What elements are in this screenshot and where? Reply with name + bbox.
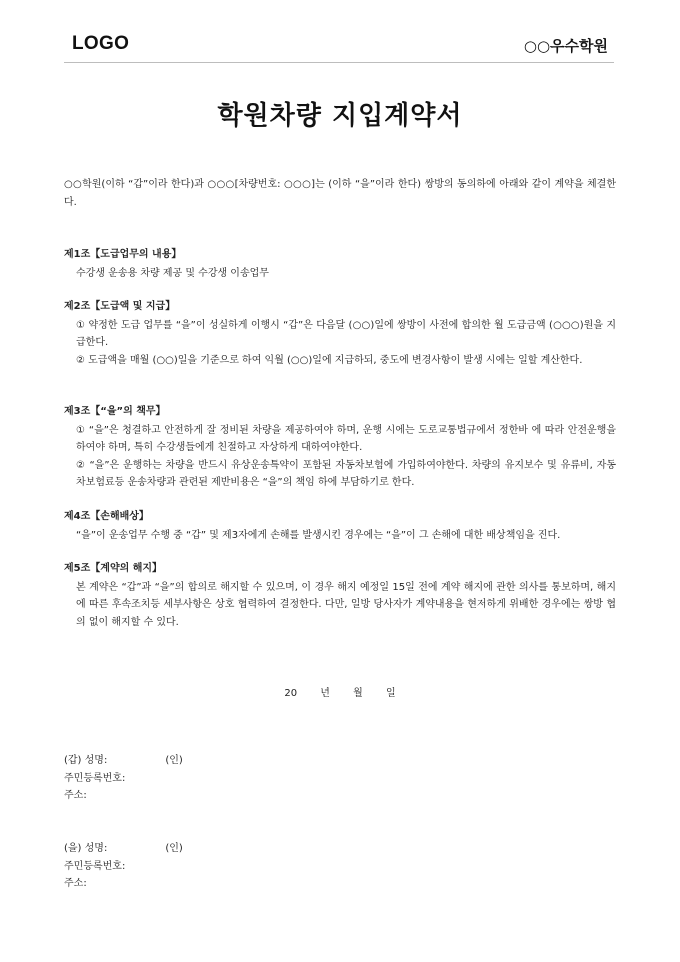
article-5-body: 본 계약은 “갑”과 “을”의 합의로 해지할 수 있으며, 이 경우 해지 예정일 15일 전에 계약 해지에 관한 의사를 통보하며, 해지에 따른 후속조치등 세부사항은 상호 협력하여 결정한다. 다만, 일방 당사자가 계약내용을 현저하게 위배한 경우에는 쌍방 협의 없이 해지할 수 있다. <box>76 581 616 628</box>
party-b-seal: (인) <box>165 843 183 854</box>
article-3-item-2: ② “을”은 운행하는 차량을 반드시 유상운송특약이 포함된 자동차보험에 가입하여야한다. 차량의 유지보수 및 유류비, 자동차보험료등 운송차량과 관련된 제반비용은 “을”의 책임 하에 부담하기로 한다. <box>76 459 616 488</box>
party-b-address-label: 주소: <box>64 878 87 889</box>
article-1-title: 제1조【도급업무의 내용】 <box>64 249 182 260</box>
article-3-item-1: ① “을”은 청결하고 안전하게 잘 정비된 차량을 제공하여야 하며, 운행 시에는 도로교통법규에서 정한바 에 따라 안전운행을 하여야 하며, 특히 수강생들에게 친절하고 자상하게 대하여야한다. <box>76 424 616 453</box>
page-header <box>64 28 614 63</box>
date-month-label: 월 <box>353 688 363 699</box>
party-a-address-label: 주소: <box>64 790 87 801</box>
party-a-signature <box>64 752 183 805</box>
intro-paragraph: ○○학원(이하 “갑”이라 한다)과 ○○○[차량번호: ○○○]는 (이하 “을”이라 한다) 쌍방의 동의하에 아래와 같이 계약을 체결한다. <box>64 179 616 208</box>
contract-date <box>0 684 680 699</box>
article-1 <box>64 246 616 282</box>
article-2 <box>64 298 616 369</box>
date-year-label: 년 <box>320 688 330 699</box>
party-a-id-label: 주민등록번호: <box>64 772 126 784</box>
party-b-name-label: (을) 성명: <box>64 843 108 854</box>
date-year-prefix: 20 <box>284 688 298 699</box>
party-a-name-label: (갑) 성명: <box>64 755 108 766</box>
article-4 <box>64 508 616 544</box>
academy-name: ○○우수학원 <box>523 37 608 55</box>
article-2-item-1: ① 약정한 도급 업무를 “을”이 성실하게 이행시 “갑”은 다음달 (○○)일에 쌍방이 사전에 합의한 월 도급금액 (○○○)원을 지급한다. <box>76 319 616 348</box>
party-b-signature <box>64 840 183 893</box>
article-2-item-2: ② 도급액을 매월 (○○)일을 기준으로 하여 익월 (○○)일에 지급하되, 중도에 변경사항이 발생 시에는 일할 계산한다. <box>76 354 583 366</box>
logo: LOGO <box>72 33 130 54</box>
article-5 <box>64 560 616 631</box>
date-day-label: 일 <box>385 688 396 699</box>
article-3-title: 제3조【“을”의 책무】 <box>64 406 166 417</box>
party-a-seal: (인) <box>165 755 183 766</box>
article-3 <box>64 403 616 492</box>
article-2-title: 제2조【도급액 및 지급】 <box>64 301 176 312</box>
article-4-title: 제4조【손해배상】 <box>64 511 149 522</box>
document-title: 학원차량 지입계약서 <box>217 101 463 131</box>
article-5-title: 제5조【계약의 해지】 <box>64 563 163 574</box>
article-4-body: “을”이 운송업무 수행 중 “갑” 및 제3자에게 손해를 발생시킨 경우에는 “을”이 그 손해에 대한 배상책임을 진다. <box>76 529 561 541</box>
article-1-body: 수강생 운송용 차량 제공 및 수강생 이송업무 <box>76 267 269 279</box>
party-b-id-label: 주민등록번호: <box>64 860 126 872</box>
